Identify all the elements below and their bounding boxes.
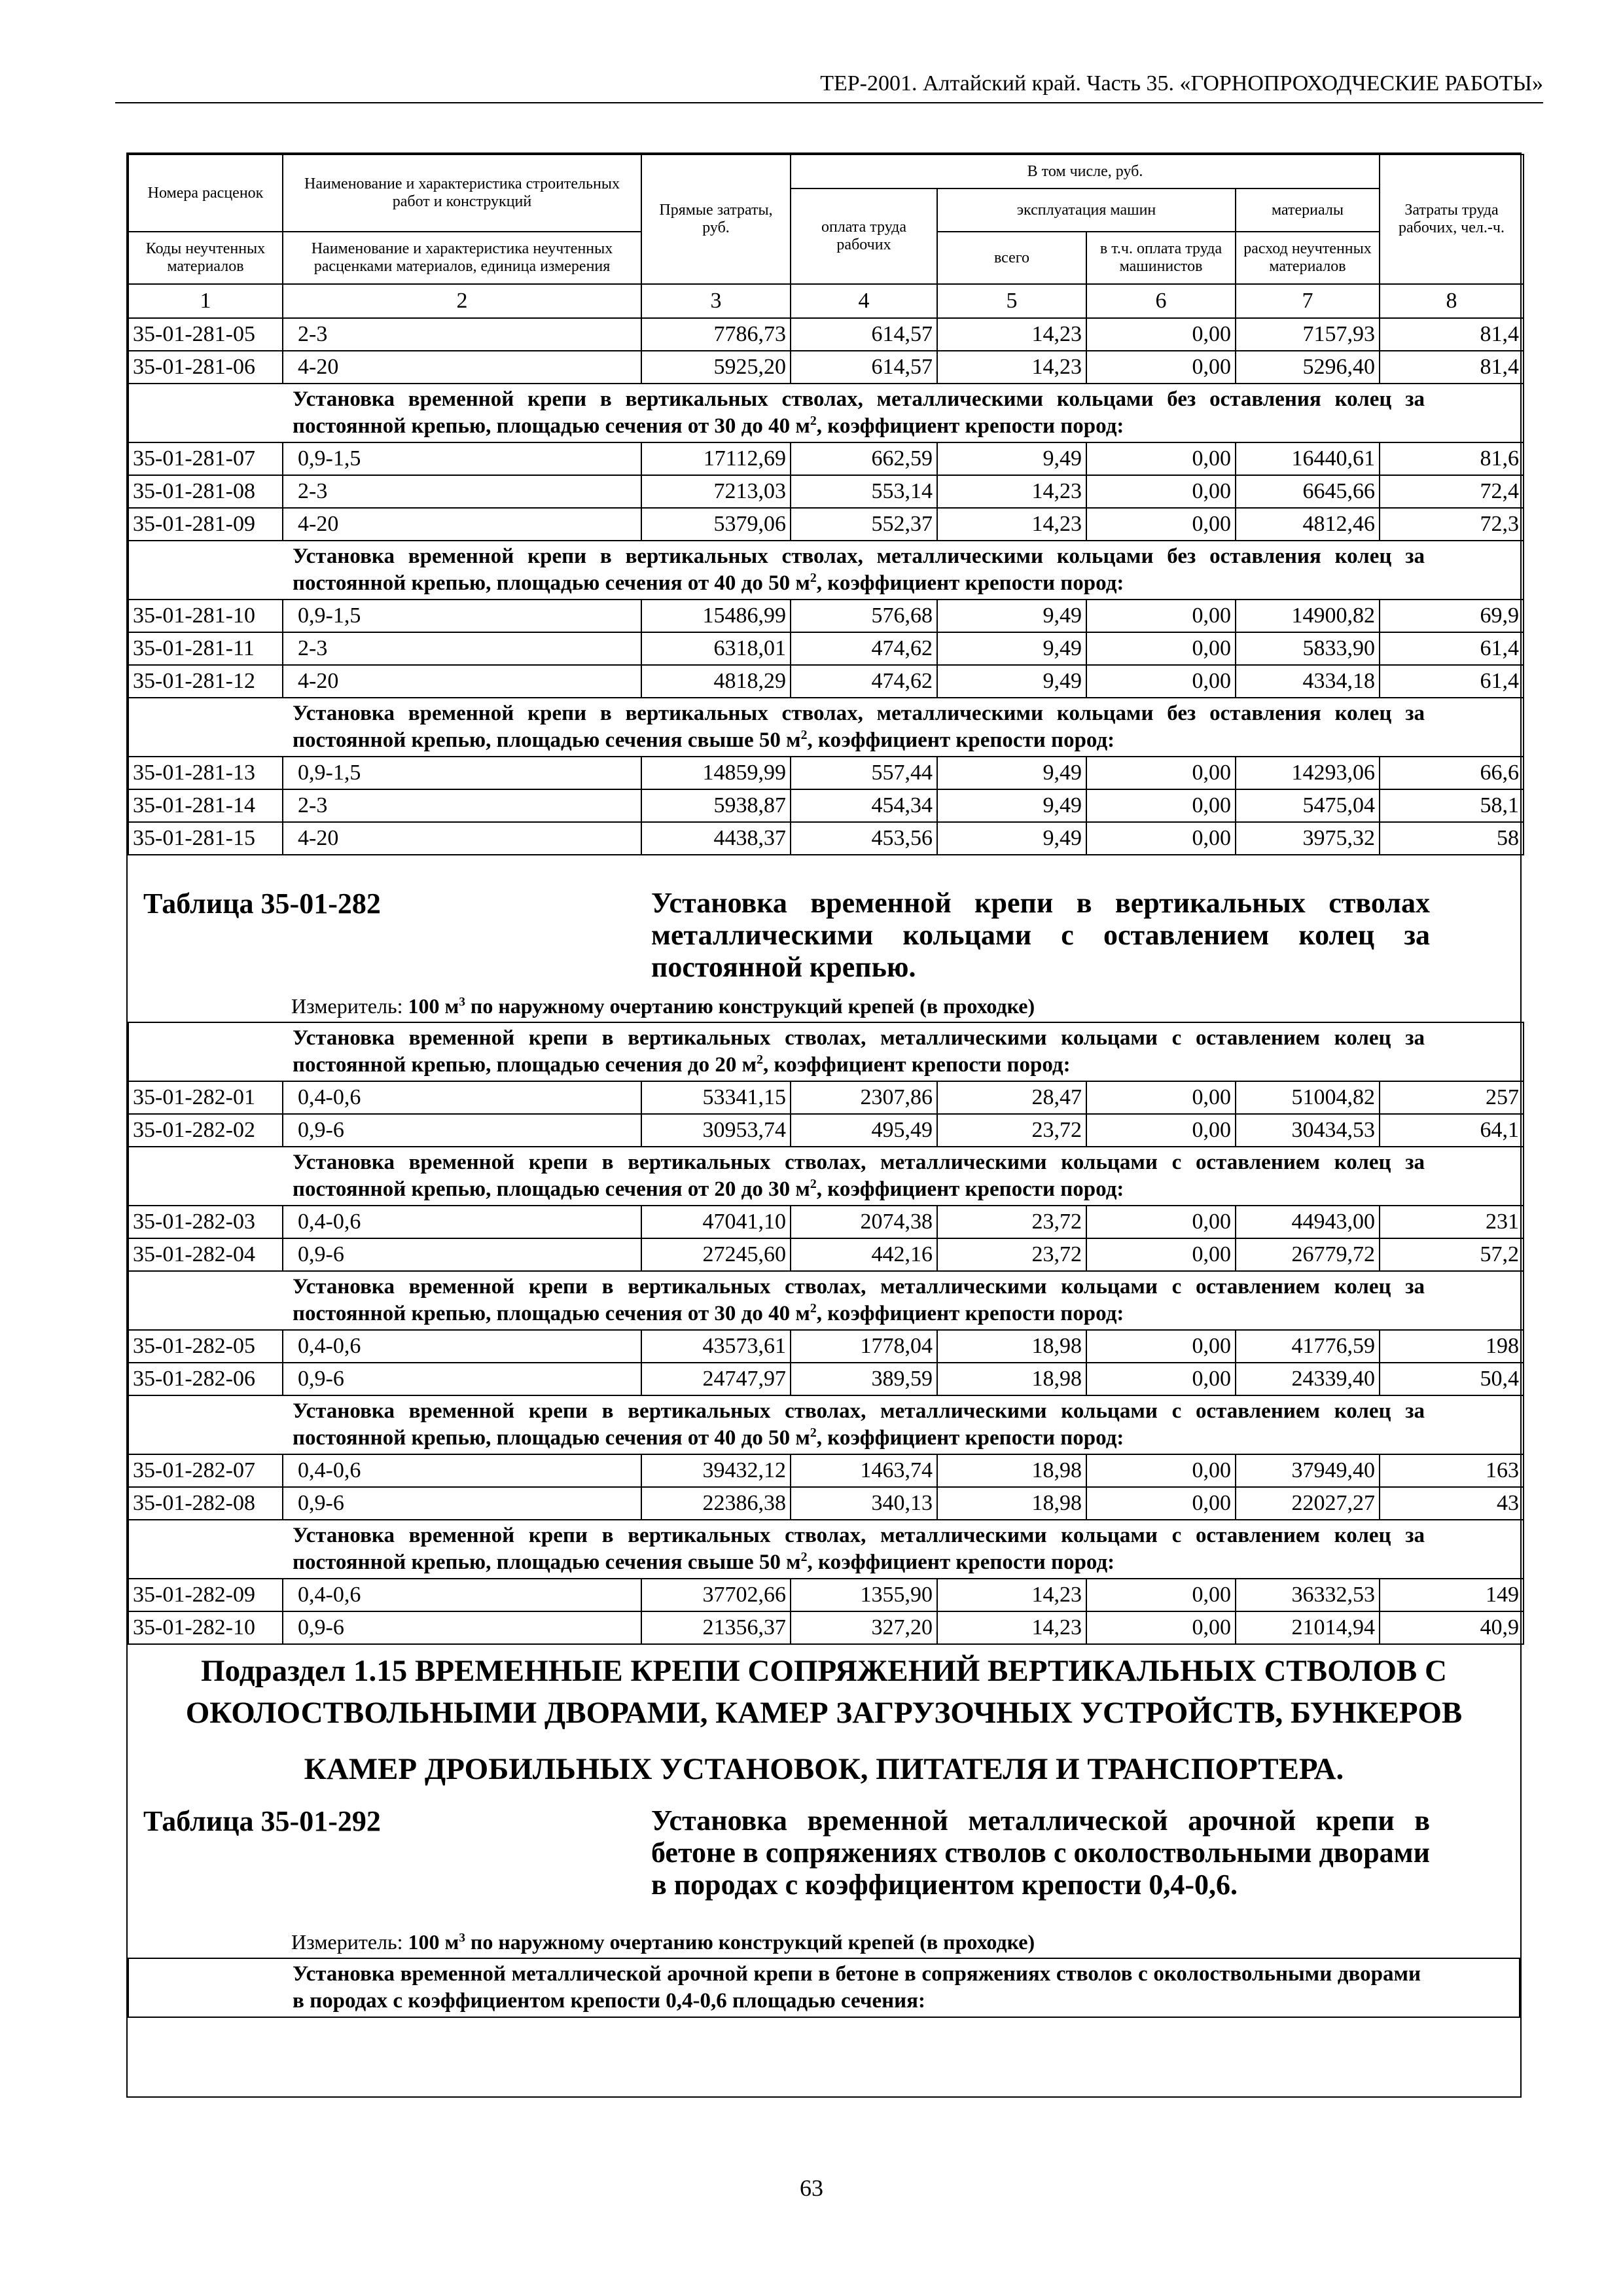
direct-costs: 17112,69 [641,442,791,475]
labor-costs: 58 [1380,822,1524,855]
rock-hardness: 2-3 [283,318,641,351]
rock-hardness: 4-20 [283,665,641,698]
machines-total: 9,49 [937,822,1086,855]
operator-pay: 0,00 [1086,442,1236,475]
labor-costs: 231 [1380,1206,1524,1238]
machines-total: 14,23 [937,351,1086,384]
subsection-line: КАМЕР ДРОБИЛЬНЫХ УСТАНОВОК, ПИТАТЕЛЯ И ТРАНСПОРТЕРА. [304,1752,1344,1786]
rate-row [128,600,1524,632]
header-machine-operation: эксплуатация машин [937,188,1236,232]
operator-pay: 0,00 [1086,789,1236,822]
rock-hardness: 0,9-6 [283,1238,641,1271]
header-operator-pay: в т.ч. оплата труда машинистов [1086,232,1236,284]
page-number: 63 [800,2175,823,2201]
rock-hardness: 0,9-1,5 [283,600,641,632]
operator-pay: 0,00 [1086,1363,1236,1395]
labor-costs: 163 [1380,1454,1524,1487]
section-heading: Установка временной крепи в вертикальных стволах, металлическими кольцами без оставления колец за постоянной крепью, площадью сечения свыше 50 $м^2$, коэффициент крепости пород: [128,698,1524,757]
labor-costs: 61,4 [1380,632,1524,665]
section-heading-row [128,541,1524,600]
worker-pay: 557,44 [791,757,937,789]
subsection-heading [128,1645,1520,1790]
rate-code: 35-01-281-09 [128,508,283,541]
machines-total: 14,23 [937,475,1086,508]
labor-costs: 58,1 [1380,789,1524,822]
operator-pay: 0,00 [1086,600,1236,632]
direct-costs: 47041,10 [641,1206,791,1238]
direct-costs: 21356,37 [641,1611,791,1644]
rock-hardness: 0,4-0,6 [283,1579,641,1611]
material-consumption: 5296,40 [1236,351,1380,384]
worker-pay: 2074,38 [791,1206,937,1238]
material-consumption: 5833,90 [1236,632,1380,665]
machines-total: 23,72 [937,1206,1086,1238]
worker-pay: 442,16 [791,1238,937,1271]
labor-costs: 64,1 [1380,1114,1524,1147]
operator-pay: 0,00 [1086,1454,1236,1487]
rate-row [128,757,1524,789]
labor-costs: 198 [1380,1330,1524,1363]
labor-costs: 81,4 [1380,351,1524,384]
worker-pay: 614,57 [791,318,937,351]
material-consumption: 51004,82 [1236,1081,1380,1114]
operator-pay: 0,00 [1086,665,1236,698]
column-number: 1 [128,284,283,318]
labor-costs: 66,6 [1380,757,1524,789]
worker-pay: 552,37 [791,508,937,541]
header-machines-total: всего [937,232,1086,284]
direct-costs: 7213,03 [641,475,791,508]
material-consumption: 44943,00 [1236,1206,1380,1238]
rate-code: 35-01-282-09 [128,1579,283,1611]
header-labor-costs: Затраты труда рабочих, чел.-ч. [1380,154,1524,284]
direct-costs: 14859,99 [641,757,791,789]
material-consumption: 14900,82 [1236,600,1380,632]
labor-costs: 257 [1380,1081,1524,1114]
material-consumption: 16440,61 [1236,442,1380,475]
rate-code: 35-01-281-14 [128,789,283,822]
machines-total: 14,23 [937,508,1086,541]
material-consumption: 4334,18 [1236,665,1380,698]
column-number: 6 [1086,284,1236,318]
document-frame [126,152,1522,2098]
worker-pay: 454,34 [791,789,937,822]
header-materials: материалы [1236,188,1380,232]
worker-pay: 327,20 [791,1611,937,1644]
table-number: Таблица 35-01-292 [143,1805,381,1837]
direct-costs: 15486,99 [641,600,791,632]
worker-pay: 1778,04 [791,1330,937,1363]
column-number: 7 [1236,284,1380,318]
rates-table-282 [128,1022,1524,1645]
direct-costs: 5938,87 [641,789,791,822]
rate-row [128,822,1524,855]
rock-hardness: 0,9-6 [283,1611,641,1644]
header-worker-pay: оплата труда рабочих [791,188,937,284]
header-row-1 [128,154,1524,188]
rate-code: 35-01-282-05 [128,1330,283,1363]
rate-code: 35-01-282-01 [128,1081,283,1114]
table-292-title-block [128,1790,1520,1958]
labor-costs: 50,4 [1380,1363,1524,1395]
column-number: 3 [641,284,791,318]
labor-costs: 149 [1380,1579,1524,1611]
rate-row [128,1206,1524,1238]
rock-hardness: 0,4-0,6 [283,1330,641,1363]
column-number: 8 [1380,284,1524,318]
rate-code: 35-01-281-15 [128,822,283,855]
rate-row [128,318,1524,351]
material-consumption: 41776,59 [1236,1330,1380,1363]
operator-pay: 0,00 [1086,822,1236,855]
rock-hardness: 0,4-0,6 [283,1206,641,1238]
direct-costs: 4438,37 [641,822,791,855]
operator-pay: 0,00 [1086,1611,1236,1644]
operator-pay: 0,00 [1086,318,1236,351]
machines-total: 18,98 [937,1487,1086,1520]
rock-hardness: 2-3 [283,632,641,665]
material-consumption: 14293,06 [1236,757,1380,789]
section-heading-row [128,698,1524,757]
direct-costs: 22386,38 [641,1487,791,1520]
column-number: 4 [791,284,937,318]
worker-pay: 1355,90 [791,1579,937,1611]
operator-pay: 0,00 [1086,632,1236,665]
rock-hardness: 2-3 [283,789,641,822]
material-consumption: 30434,53 [1236,1114,1380,1147]
rates-table-292 [128,1958,1520,2018]
subsection-line: ОКОЛОСТВОЛЬНЫМИ ДВОРАМИ, КАМЕР ЗАГРУЗОЧНЫХ УСТРОЙСТВ, БУНКЕРОВ [185,1696,1463,1730]
machines-total: 18,98 [937,1454,1086,1487]
rate-code: 35-01-281-13 [128,757,283,789]
operator-pay: 0,00 [1086,351,1236,384]
rock-hardness: 0,9-1,5 [283,757,641,789]
operator-pay: 0,00 [1086,1238,1236,1271]
material-consumption: 7157,93 [1236,318,1380,351]
worker-pay: 1463,74 [791,1454,937,1487]
machines-total: 28,47 [937,1081,1086,1114]
operator-pay: 0,00 [1086,1081,1236,1114]
rate-row [128,665,1524,698]
direct-costs: 6318,01 [641,632,791,665]
table-number: Таблица 35-01-282 [143,888,381,920]
table-282-title-block [128,855,1520,1022]
rate-row [128,632,1524,665]
column-numbers-row [128,284,1524,318]
worker-pay: 576,68 [791,600,937,632]
worker-pay: 389,59 [791,1363,937,1395]
measure-unit: Измеритель: 100 $м^3$ по наружному очертанию конструкций крепей (в проходке) [291,994,1035,1018]
material-consumption: 3975,32 [1236,822,1380,855]
rate-code: 35-01-282-10 [128,1611,283,1644]
direct-costs: 5925,20 [641,351,791,384]
machines-total: 9,49 [937,757,1086,789]
rate-code: 35-01-281-11 [128,632,283,665]
operator-pay: 0,00 [1086,1330,1236,1363]
rate-row [128,1363,1524,1395]
rock-hardness: 4-20 [283,822,641,855]
direct-costs: 27245,60 [641,1238,791,1271]
section-heading: Установка временной крепи в вертикальных стволах, металлическими кольцами без оставления колец за постоянной крепью, площадью сечения от 40 до 50 $м^2$, коэффициент крепости пород: [128,541,1524,600]
rate-row [128,789,1524,822]
operator-pay: 0,00 [1086,1114,1236,1147]
header-direct-costs: Прямые затраты, руб. [641,154,791,284]
material-consumption: 24339,40 [1236,1363,1380,1395]
section-heading-row [128,1022,1524,1081]
rate-row [128,1611,1524,1644]
direct-costs: 30953,74 [641,1114,791,1147]
section-heading: Установка временной крепи в вертикальных стволах, металлическими кольцами с оставлением колец за постоянной крепью, площадью сечения свыше 50 $м^2$, коэффициент крепости пород: [128,1520,1524,1579]
section-heading-row [128,1958,1520,2017]
machines-total: 9,49 [937,789,1086,822]
operator-pay: 0,00 [1086,1579,1236,1611]
material-consumption: 36332,53 [1236,1579,1380,1611]
worker-pay: 474,62 [791,665,937,698]
rock-hardness: 0,4-0,6 [283,1454,641,1487]
rate-code: 35-01-282-03 [128,1206,283,1238]
worker-pay: 474,62 [791,632,937,665]
worker-pay: 553,14 [791,475,937,508]
header-material-consumption: расход неучтенных материалов [1236,232,1380,284]
section-heading-row [128,1271,1524,1330]
rate-code: 35-01-282-08 [128,1487,283,1520]
machines-total: 9,49 [937,442,1086,475]
rate-code: 35-01-282-04 [128,1238,283,1271]
rate-row [128,475,1524,508]
header-material-codes: Коды неучтенных материалов [128,232,283,284]
section-heading: Установка временной крепи в вертикальных стволах, металлическими кольцами с оставлением колец за постоянной крепью, площадью сечения от 20 до 30 $м^2$, коэффициент крепости пород: [128,1147,1524,1206]
section-heading: Установка временной металлической арочной крепи в бетоне в сопряжениях стволов с околоствольными дворами в породах с коэффициентом крепости 0,4-0,6 площадью сечения: [128,1958,1520,2017]
rate-code: 35-01-281-10 [128,600,283,632]
rate-row [128,1487,1524,1520]
direct-costs: 43573,61 [641,1330,791,1363]
material-consumption: 21014,94 [1236,1611,1380,1644]
labor-costs: 81,6 [1380,442,1524,475]
column-number: 5 [937,284,1086,318]
section-heading-row [128,384,1524,442]
worker-pay: 614,57 [791,351,937,384]
rate-code: 35-01-281-06 [128,351,283,384]
material-consumption: 22027,27 [1236,1487,1380,1520]
rate-code: 35-01-281-12 [128,665,283,698]
rate-code: 35-01-282-06 [128,1363,283,1395]
section-heading: Установка временной крепи в вертикальных стволах, металлическими кольцами без оставления колец за постоянной крепью, площадью сечения от 30 до 40 $м^2$, коэффициент крепости пород: [128,384,1524,442]
rate-row [128,1579,1524,1611]
worker-pay: 453,56 [791,822,937,855]
rate-row [128,1330,1524,1363]
material-consumption: 4812,46 [1236,508,1380,541]
worker-pay: 495,49 [791,1114,937,1147]
direct-costs: 39432,12 [641,1454,791,1487]
subsection-line: Подраздел 1.15 ВРЕМЕННЫЕ КРЕПИ СОПРЯЖЕНИЙ ВЕРТИКАЛЬНЫХ СТВОЛОВ С [201,1654,1447,1688]
rate-code: 35-01-281-05 [128,318,283,351]
machines-total: 23,72 [937,1114,1086,1147]
machines-total: 18,98 [937,1363,1086,1395]
direct-costs: 24747,97 [641,1363,791,1395]
header-rate-numbers: Номера расценок [128,154,283,232]
rate-code: 35-01-281-07 [128,442,283,475]
direct-costs: 53341,15 [641,1081,791,1114]
direct-costs: 4818,29 [641,665,791,698]
direct-costs: 37702,66 [641,1579,791,1611]
worker-pay: 340,13 [791,1487,937,1520]
labor-costs: 72,4 [1380,475,1524,508]
worker-pay: 2307,86 [791,1081,937,1114]
labor-costs: 72,3 [1380,508,1524,541]
machines-total: 9,49 [937,632,1086,665]
labor-costs: 61,4 [1380,665,1524,698]
rock-hardness: 0,9-6 [283,1487,641,1520]
rate-code: 35-01-281-08 [128,475,283,508]
operator-pay: 0,00 [1086,757,1236,789]
labor-costs: 40,9 [1380,1611,1524,1644]
rate-code: 35-01-282-02 [128,1114,283,1147]
rate-row [128,351,1524,384]
machines-total: 9,49 [937,665,1086,698]
labor-costs: 81,4 [1380,318,1524,351]
material-consumption: 6645,66 [1236,475,1380,508]
worker-pay: 662,59 [791,442,937,475]
labor-costs: 43 [1380,1487,1524,1520]
operator-pay: 0,00 [1086,1487,1236,1520]
measure-unit: Измеритель: 100 $м^3$ по наружному очертанию конструкций крепей (в проходке) [291,1930,1035,1954]
running-header [115,71,1543,103]
header-work-name: Наименование и характеристика строительных работ и конструкций [283,154,641,232]
direct-costs: 5379,06 [641,508,791,541]
running-title: ТЕР-2001. Алтайский край. Часть 35. «ГОРНОПРОХОДЧЕСКИЕ РАБОТЫ» [820,71,1543,96]
section-heading-row [128,1147,1524,1206]
section-heading: Установка временной крепи в вертикальных стволах, металлическими кольцами с оставлением колец за постоянной крепью, площадью сечения от 30 до 40 $м^2$, коэффициент крепости пород: [128,1271,1524,1330]
rock-hardness: 4-20 [283,351,641,384]
rate-row [128,1114,1524,1147]
rate-row [128,442,1524,475]
operator-pay: 0,00 [1086,475,1236,508]
rock-hardness: 0,9-6 [283,1114,641,1147]
rate-row [128,508,1524,541]
labor-costs: 57,2 [1380,1238,1524,1271]
machines-total: 9,49 [937,600,1086,632]
rates-table-281 [128,154,1524,855]
rock-hardness: 2-3 [283,475,641,508]
machines-total: 18,98 [937,1330,1086,1363]
section-heading-row [128,1520,1524,1579]
rock-hardness: 0,4-0,6 [283,1081,641,1114]
section-heading: Установка временной крепи в вертикальных стволах, металлическими кольцами с оставлением колец за постоянной крепью, площадью сечения от 40 до 50 $м^2$, коэффициент крепости пород: [128,1395,1524,1454]
rate-code: 35-01-282-07 [128,1454,283,1487]
header-material-names: Наименование и характеристика неучтенных расценками материалов, единица измерения [283,232,641,284]
operator-pay: 0,00 [1086,508,1236,541]
table-title: Установка временной крепи в вертикальных стволах металлическими кольцами с оставлением колец за постоянной крепью. [651,887,1430,983]
header-including: В том числе, руб. [791,154,1380,188]
rock-hardness: 0,9-1,5 [283,442,641,475]
labor-costs: 69,9 [1380,600,1524,632]
operator-pay: 0,00 [1086,1206,1236,1238]
machines-total: 14,23 [937,1611,1086,1644]
rate-row [128,1081,1524,1114]
material-consumption: 5475,04 [1236,789,1380,822]
rate-row [128,1454,1524,1487]
material-consumption: 26779,72 [1236,1238,1380,1271]
machines-total: 14,23 [937,318,1086,351]
section-heading-row [128,1395,1524,1454]
machines-total: 14,23 [937,1579,1086,1611]
direct-costs: 7786,73 [641,318,791,351]
column-number: 2 [283,284,641,318]
rock-hardness: 4-20 [283,508,641,541]
machines-total: 23,72 [937,1238,1086,1271]
material-consumption: 37949,40 [1236,1454,1380,1487]
rock-hardness: 0,9-6 [283,1363,641,1395]
rate-row [128,1238,1524,1271]
section-heading: Установка временной крепи в вертикальных стволах, металлическими кольцами с оставлением колец за постоянной крепью, площадью сечения до 20 $м^2$, коэффициент крепости пород: [128,1022,1524,1081]
table-title: Установка временной металлической арочной крепи в бетоне в сопряжениях стволов с околоствольными дворами в породах с коэффициентом крепости 0,4-0,6. [651,1804,1430,1901]
